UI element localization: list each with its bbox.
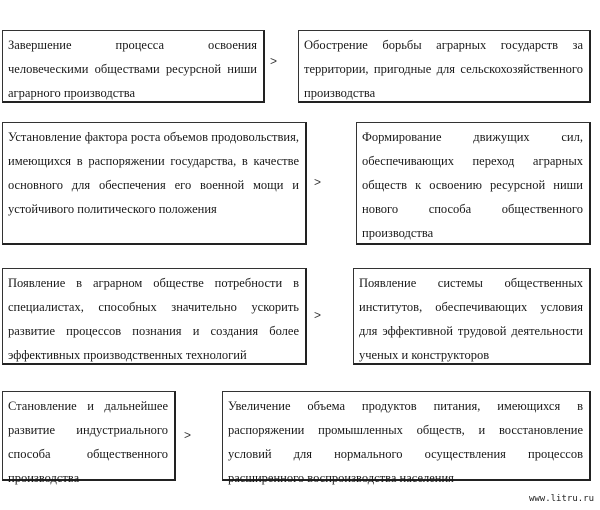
cause-box-4: Становление и дальнейшее развитие индустриального способа общественного производства — [2, 391, 176, 481]
effect-box-2: Формирование движущих сил, обеспечивающих переход аграрных обществ к освоению ресурсной ниши нового способа общественного производства — [356, 122, 591, 245]
cause-box-2: Установление фактора роста объемов продовольствия, имеющихся в распоряжении государства, в качестве основного для обеспечения его военной мощи и устойчивого политического положения — [2, 122, 307, 245]
effect-box-4: Увеличение объема продуктов питания, имеющихся в распоряжении промышленных обществ, и восстановление условий для нормального осуществления процессов расширенного воспроизводства населения — [222, 391, 591, 481]
cause-box-1: Завершение процесса освоения человеческими обществами ресурсной ниши аграрного производства — [2, 30, 265, 103]
arrow-icon-4: > — [184, 428, 192, 442]
watermark: www.litru.ru — [528, 494, 594, 504]
effect-box-1: Обострение борьбы аграрных государств за территории, пригодные для сельскохозяйственного производства — [298, 30, 591, 103]
arrow-icon-3: > — [314, 308, 322, 322]
cause-box-3: Появление в аграрном обществе потребности в специалистах, способных значительно ускорить развитие процессов познания и создания более эффективных производственных технологий — [2, 268, 307, 365]
arrow-icon-1: > — [270, 54, 278, 68]
effect-box-3: Появление системы общественных институтов, обеспечивающих условия для эффективной трудовой деятельности ученых и конструкторов — [353, 268, 591, 365]
arrow-icon-2: > — [314, 175, 322, 189]
